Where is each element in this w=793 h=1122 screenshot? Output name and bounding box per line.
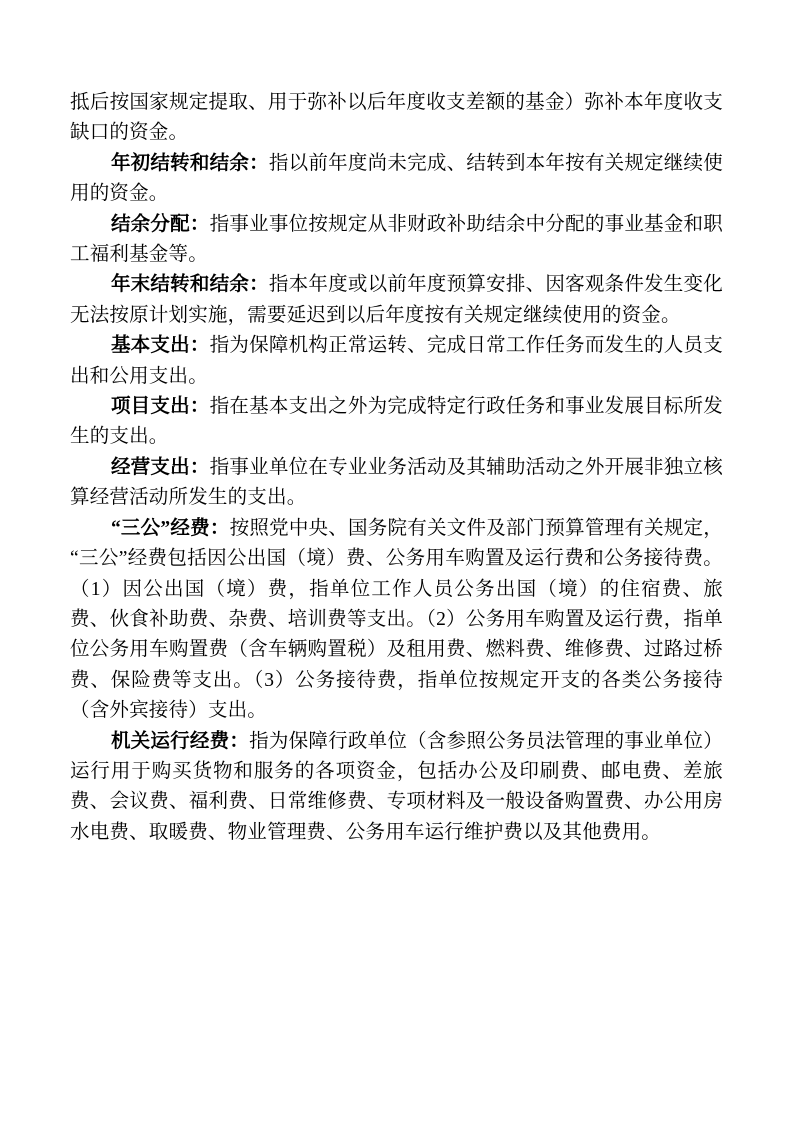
- term-label: 机关运行经费：: [110, 730, 250, 752]
- term-label: 经营支出：: [110, 456, 210, 478]
- paragraph-year-begin-carryover: [70, 149, 723, 210]
- paragraph-text: 指事业单位在专业业务活动及其辅助活动之外开展非独立核算经营活动所发生的支出。: [70, 456, 723, 509]
- paragraph-text: 指以前年度尚未完成、结转到本年按有关规定继续使用的资金。: [70, 152, 723, 205]
- paragraph-text: 指在基本支出之外为完成特定行政任务和事业发展目标所发生的支出。: [70, 396, 723, 448]
- paragraph-agency-operating-funds: [70, 727, 723, 849]
- paragraph-year-end-carryover: [70, 270, 723, 331]
- paragraph-text: 指本年度或以前年度预算安排、因客观条件发生变化无法按原计划实施，需要延迟到以后年度按有关规定继续使用的资金。: [70, 274, 723, 326]
- document-body: [70, 88, 723, 848]
- paragraph-carryover-continued: [70, 88, 723, 149]
- paragraph-basic-expenditure: [70, 331, 723, 392]
- term-label: 基本支出：: [110, 335, 210, 357]
- term-label: “三公”经费：: [110, 517, 230, 539]
- paragraph-text: 抵后按国家规定提取、用于弥补以后年度收支差额的基金）弥补本年度收支缺口的资金。: [70, 92, 723, 144]
- term-label: 结余分配：: [110, 213, 210, 235]
- paragraph-text: 指事业事位按规定从非财政补助结余中分配的事业基金和职工福利基金等。: [70, 213, 723, 266]
- term-label: 项目支出：: [110, 396, 210, 418]
- paragraph-surplus-distribution: [70, 210, 723, 271]
- paragraph-three-public-funds: [70, 514, 723, 727]
- paragraph-operating-expenditure: [70, 453, 723, 514]
- term-label: 年末结转和结余：: [110, 274, 269, 296]
- paragraph-text: 指为保障机构正常运转、完成日常工作任务而发生的人员支出和公用支出。: [70, 335, 723, 387]
- paragraph-text: 指为保障行政单位（含参照公务员法管理的事业单位）运行用于购买货物和服务的各项资金，包括办公及印刷费、邮电费、差旅费、会议费、福利费、日常维修费、专项材料及一般设备购置费、办公用房水电费、取暖费、物业管理费、公务用车运行维护费以及其他费用。: [70, 730, 723, 843]
- paragraph-text: 按照党中央、国务院有关文件及部门预算管理有关规定，“三公”经费包括因公出国（境）费、公务用车购置及运行费和公务接待费。（1）因公出国（境）费，指单位工作人员公务出国（境）的住宿费、旅费、伙食补助费、杂费、培训费等支出。（2）公务用车购置及运行费，指单位公务用车购置费（含车辆购置税）及租用费、燃料费、维修费、过路过桥费、保险费等支出。（3）公务接待费，指单位按规定开支的各类公务接待（含外宾接待）支出。: [70, 517, 723, 722]
- paragraph-project-expenditure: [70, 392, 723, 453]
- term-label: 年初结转和结余：: [110, 152, 269, 174]
